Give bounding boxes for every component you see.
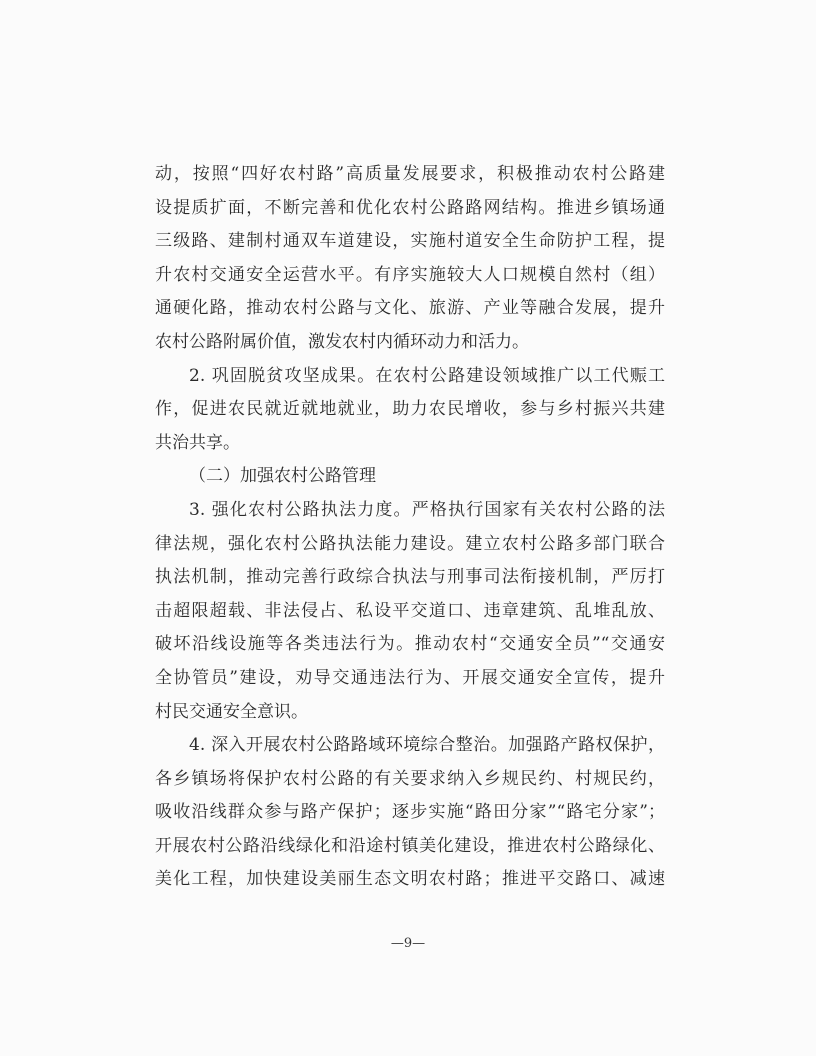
text-line: 美化工程，加快建设美丽生态文明农村路；推进平交路口、减速 [155,869,665,890]
text-line: 农村公路附属价值，激发农村内循环动力和活力。 [155,331,529,352]
text-line: 2. 巩固脱贫攻坚成果。在农村公路建设领域推广以工代赈工 [189,365,665,386]
heading-text: （二）加强农村公路管理 [189,466,376,487]
text-line: 作，促进农民就近就地就业，助力农民增收，参与乡村振兴共建 [155,399,665,420]
text-line: 3. 强化农村公路执法力度。严格执行国家有关农村公路的法 [189,499,665,520]
text-line: 开展农村公路沿线绿化和沿途村镇美化建设，推进农村公路绿化、 [155,835,665,856]
text-line: 升农村交通安全运营水平。有序实施较大人口规模自然村（组） [155,264,665,285]
text-line: 各乡镇场将保护农村公路的有关要求纳入乡规民约、村规民约， [155,768,665,789]
text-line: 村民交通安全意识。 [155,701,308,722]
paragraph-3 [155,494,665,729]
text-line: 4. 深入开展农村公路路域环境综合整治。加强路产路权保护， [189,735,665,756]
text-line: 执法机制，推动完善行政综合执法与刑事司法衔接机制，严厉打 [155,567,665,588]
body-text [155,158,665,897]
text-line: 共治共享。 [155,432,240,453]
text-line: 破坏沿线设施等各类违法行为。推动农村“交通安全员”“交通安 [155,634,665,655]
page-number: —9— [390,936,426,951]
text-line: 设提质扩面，不断完善和优化农村公路路网结构。推进乡镇场通 [155,197,665,218]
text-line: 通硬化路，推动农村公路与文化、旅游、产业等融合发展，提升 [155,298,665,319]
paragraph-2 [155,360,665,461]
text-line: 律法规，强化农村公路执法能力建设。建立农村公路多部门联合 [155,533,665,554]
text-line: 三级路、建制村通双车道建设，实施村道安全生命防护工程，提 [155,231,665,252]
section-heading [155,460,665,494]
text-line: 吸收沿线群众参与路产保护；逐步实施“路田分家”“路宅分家”； [155,802,665,823]
paragraph-1 [155,158,665,360]
paragraph-4 [155,729,665,897]
text-line: 动，按照“四好农村路”高质量发展要求，积极推动农村公路建 [155,164,665,184]
text-line: 全协管员”建设，劝导交通违法行为、开展交通安全宣传，提升 [155,667,665,688]
text-line: 击超限超载、非法侵占、私设平交道口、违章建筑、乱堆乱放、 [155,600,665,621]
